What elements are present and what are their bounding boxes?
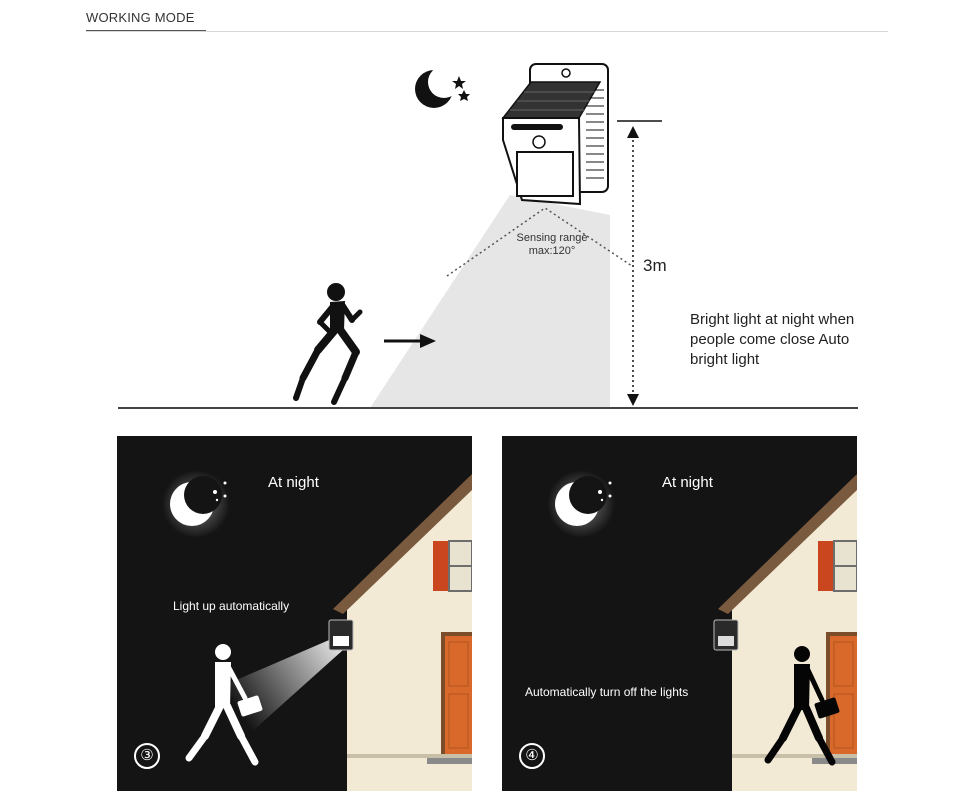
step-badge: ④ bbox=[519, 743, 545, 769]
house-illustration bbox=[718, 474, 857, 791]
walking-person-icon bbox=[189, 644, 263, 762]
wall-lamp-icon bbox=[714, 620, 738, 650]
running-person-icon bbox=[296, 283, 360, 402]
description-text: Bright light at night when people come close Auto bright light bbox=[690, 311, 855, 368]
sensing-range-label: Sensing range max:120° bbox=[516, 232, 588, 257]
sensing-cone bbox=[370, 195, 610, 408]
step-badge: ③ bbox=[134, 743, 160, 769]
height-label: 3m bbox=[643, 256, 667, 275]
moon-icon bbox=[415, 66, 460, 108]
solar-lamp-device bbox=[503, 64, 608, 204]
wall-lamp-icon bbox=[329, 620, 353, 650]
night-panel-light-off bbox=[502, 436, 857, 791]
night-panel-light-on bbox=[117, 436, 472, 791]
panel-caption: Light up automatically bbox=[173, 599, 290, 613]
house-illustration bbox=[333, 474, 472, 791]
panel-title: At night bbox=[662, 474, 713, 491]
panel-caption: Automatically turn off the lights bbox=[525, 685, 689, 699]
panel-title: At night bbox=[268, 474, 319, 491]
light-beam bbox=[227, 634, 343, 736]
section-title: WORKING MODE bbox=[86, 10, 195, 25]
